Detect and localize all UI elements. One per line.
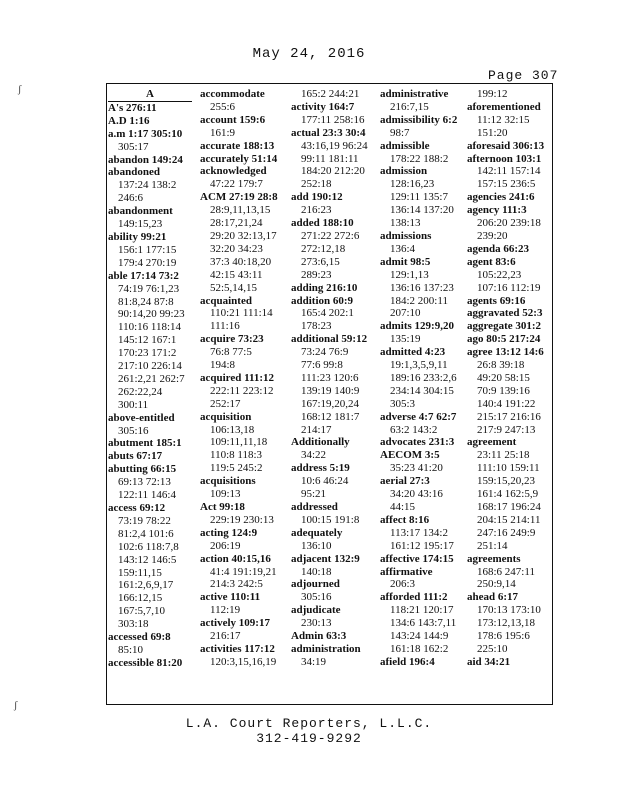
index-page-refs: 113:17 134:2	[390, 526, 448, 539]
index-page-refs: 167:19,20,24	[301, 397, 360, 410]
index-page-refs: 246:6	[118, 192, 144, 205]
index-page-refs: 111:10 159:11	[477, 462, 540, 475]
index-page-refs: 178:23	[301, 320, 332, 333]
index-page-refs: 161:2,6,9,17	[118, 579, 174, 592]
index-entry: admissibility 6:2	[380, 113, 458, 126]
index-entry: ahead 6:17	[467, 591, 519, 604]
index-entry: adjourned	[291, 578, 340, 591]
index-page-refs: 170:23 171:2	[118, 347, 177, 360]
index-page-refs: 251:14	[477, 539, 508, 552]
index-page-refs: 178:6 195:6	[477, 630, 530, 643]
index-entry: acquire 73:23	[200, 333, 264, 346]
index-page-refs: 32:20 34:23	[210, 242, 263, 255]
index-page-refs: 161:9	[210, 126, 236, 139]
index-page-refs: 177:11 258:16	[301, 113, 365, 126]
index-entry: active 110:11	[200, 591, 261, 604]
index-page-refs: 107:16 112:19	[477, 281, 541, 294]
index-entry: ability 99:21	[108, 230, 167, 243]
index-page-refs: 136:16 137:23	[390, 281, 454, 294]
index-entry: actual 23:3 30:4	[291, 126, 366, 139]
index-entry: admissions	[380, 229, 432, 242]
index-page-refs: 140:4 191:22	[477, 397, 536, 410]
index-page-refs: 305:3	[390, 397, 416, 410]
index-column-5	[467, 88, 555, 669]
index-entry: agency 111:3	[467, 204, 527, 217]
index-entry: additional 59:12	[291, 333, 368, 346]
index-entry: acquainted	[200, 294, 252, 307]
index-entry: afield 196:4	[380, 655, 435, 668]
index-page-refs: 168:12 181:7	[301, 410, 360, 423]
index-entry: ago 80:5 217:24	[467, 333, 541, 346]
index-entry: acquisition	[200, 410, 252, 423]
index-page-refs: 194:8	[210, 359, 236, 372]
index-page-refs: 217:9 247:13	[477, 423, 536, 436]
index-page-refs: 98:7	[390, 126, 410, 139]
index-entry: accurately 51:14	[200, 152, 278, 165]
index-entry: agencies 241:6	[467, 191, 535, 204]
index-page-refs: 149:15,23	[118, 218, 163, 231]
index-page-refs: 239:20	[477, 229, 508, 242]
index-page-refs: 100:15 191:8	[301, 513, 360, 526]
index-page-refs: 145:12 167:1	[118, 334, 177, 347]
court-reporter-phone: 312-419-9292	[256, 731, 362, 746]
index-page-refs: 135:19	[390, 333, 421, 346]
index-page-refs: 262:22,24	[118, 385, 163, 398]
index-page-refs: 139:19 140:9	[301, 384, 360, 397]
index-column-2	[200, 88, 288, 669]
index-page-refs: 261:2,21 262:7	[118, 372, 185, 385]
index-page-refs: 111:16	[210, 320, 240, 333]
index-entry: admission	[380, 165, 428, 178]
index-entry: Act 99:18	[200, 501, 245, 513]
index-page-refs: 216:17	[210, 630, 241, 643]
index-page-refs: 99:11 181:11	[301, 152, 359, 165]
index-page-refs: 166:12,15	[118, 592, 163, 605]
index-entry: adjudicate	[291, 604, 341, 617]
index-page-refs: 85:10	[118, 643, 144, 656]
index-entry: Admin 63:3	[291, 630, 347, 643]
index-entry: activity 164:7	[291, 100, 355, 113]
index-page-refs: 143:24 144:9	[390, 630, 449, 643]
index-entry: abandon 149:24	[108, 153, 183, 166]
index-page-refs: 49:20 58:15	[477, 371, 530, 384]
index-entry: admitted 4:23	[380, 346, 446, 359]
index-page-refs: 189:16 233:2,6	[390, 371, 457, 384]
index-page-refs: 136:14 137:20	[390, 204, 454, 217]
index-entry: acting 124:9	[200, 526, 258, 539]
index-entry: activities 117:12	[200, 642, 275, 655]
index-page-refs: 112:19	[210, 604, 241, 617]
index-page-refs: 300:11	[118, 398, 149, 411]
index-page-refs: 215:17 216:16	[477, 410, 541, 423]
index-page-refs: 34:22	[301, 449, 327, 462]
index-entry: above-entitled	[108, 411, 175, 424]
index-page-refs: 179:4 270:19	[118, 256, 177, 269]
index-page-refs: 206:3	[390, 578, 416, 591]
index-letter-heading: A	[146, 88, 154, 100]
index-entry: acquired 111:12	[200, 371, 275, 384]
index-entry: abuts 67:17	[108, 450, 163, 463]
index-entry: aforesaid 306:13	[467, 139, 545, 152]
index-page-refs: 111:23 120:6	[301, 371, 359, 384]
index-entry: admit 98:5	[380, 255, 431, 268]
index-page-refs: 110:16 118:14	[118, 321, 182, 334]
index-entry: agent 83:6	[467, 255, 516, 268]
index-entry: accessible 81:20	[108, 656, 183, 669]
index-entry: admissible	[380, 139, 430, 152]
index-entry: afternoon 103:1	[467, 152, 542, 165]
index-page-refs: 69:13 72:13	[118, 476, 171, 489]
index-page-refs: 173:12,13,18	[477, 617, 536, 630]
index-entry: a.m 1:17 305:10	[108, 127, 183, 140]
index-entry: abandoned	[108, 166, 160, 179]
index-page-refs: 250:9,14	[477, 578, 516, 591]
index-entry: agreements	[467, 552, 521, 565]
index-entry: addition 60:9	[291, 294, 354, 307]
index-page-refs: 136:4	[390, 242, 416, 255]
index-page-refs: 120:3,15,16,19	[210, 655, 277, 668]
index-page-refs: 90:14,20 99:23	[118, 308, 185, 321]
court-reporter-name: L.A. Court Reporters, L.L.C.	[185, 716, 433, 731]
index-page-refs: 109:11,11,18	[210, 436, 268, 449]
transcript-date: May 24, 2016	[252, 46, 366, 62]
index-page-refs: 129:1,13	[390, 268, 429, 281]
index-column-3	[291, 88, 379, 669]
index-entry: action 40:15,16	[200, 552, 271, 565]
index-page-refs: 19:1,3,5,9,11	[390, 359, 448, 372]
index-entry: affect 8:16	[380, 513, 430, 526]
index-page-refs: 73:24 76:9	[301, 346, 349, 359]
index-page-refs: 10:6 46:24	[301, 475, 349, 488]
index-page-refs: 47:22 179:7	[210, 178, 263, 191]
index-page-refs: 216:7,15	[390, 100, 429, 113]
index-page-refs: 70:9 139:16	[477, 384, 530, 397]
index-page-refs: 165:2 244:21	[301, 88, 360, 100]
index-entry: aerial 27:3	[380, 475, 430, 488]
index-page-refs: 142:11 157:14	[477, 165, 541, 178]
index-page-refs: 305:17	[118, 140, 149, 153]
index-page-refs: 216:23	[301, 204, 332, 217]
index-page-refs: 207:10	[390, 307, 421, 320]
index-page-refs: 35:23 41:20	[390, 462, 443, 475]
index-page-refs: 106:13,18	[210, 423, 255, 436]
index-entry: abutment 185:1	[108, 437, 182, 450]
index-page-refs: 206:20 239:18	[477, 217, 541, 230]
index-page-refs: 23:11 25:18	[477, 449, 530, 462]
index-page-refs: 42:15 43:11	[210, 268, 263, 281]
index-page-refs: 165:4 202:1	[301, 307, 354, 320]
index-page-refs: 161:4 162:5,9	[477, 488, 539, 501]
index-page-refs: 34:20 43:16	[390, 488, 443, 501]
index-entry: access 69:12	[108, 502, 166, 514]
index-page-refs: 167:5,7,10	[118, 605, 166, 618]
index-entry: affective 174:15	[380, 552, 454, 565]
index-entry: administration	[291, 642, 361, 655]
index-heading-rule	[108, 88, 192, 102]
page-number: Page 307	[488, 68, 559, 83]
index-page-refs: 168:6 247:11	[477, 565, 535, 578]
index-page-refs: 184:2 200:11	[390, 294, 448, 307]
index-page-refs: 43:16,19 96:24	[301, 139, 368, 152]
index-page-refs: 156:1 177:15	[118, 243, 177, 256]
index-page-refs: 128:16,23	[390, 178, 435, 191]
index-page-refs: 229:19 230:13	[210, 513, 274, 526]
index-page-refs: 11:12 32:15	[477, 113, 530, 126]
index-page-refs: 272:12,18	[301, 242, 346, 255]
index-entry: accurate 188:13	[200, 139, 275, 152]
index-page-refs: 214:3 242:5	[210, 578, 263, 591]
index-page-refs: 222:11 223:12	[210, 384, 274, 397]
index-entry: adequately	[291, 526, 343, 539]
index-page-refs: 119:5 245:2	[210, 462, 263, 475]
index-page-refs: 110:8 118:3	[210, 449, 263, 462]
index-entry: actively 109:17	[200, 617, 270, 630]
index-entry: A's 276:11	[108, 101, 157, 114]
index-page-refs: 118:21 120:17	[390, 604, 454, 617]
index-page-refs: 161:12 195:17	[390, 539, 454, 552]
index-page-refs: 26:8 39:18	[477, 359, 525, 372]
index-entry: acknowledged	[200, 165, 267, 178]
index-page-refs: 204:15 214:11	[477, 513, 541, 526]
index-page-refs: 41:4 191:19,21	[210, 565, 277, 578]
index-page-refs: 95:21	[301, 488, 327, 501]
index-page-refs: 29:20 32:13,17	[210, 229, 277, 242]
index-page-refs: 52:5,14,15	[210, 281, 258, 294]
index-entry: add 190:12	[291, 191, 343, 204]
index-entry: agenda 66:23	[467, 242, 530, 255]
scan-mark: ʃ	[14, 700, 18, 711]
index-page-refs: 138:13	[390, 217, 421, 230]
index-page-refs: 81:2,4 101:6	[118, 527, 174, 540]
index-page-refs: 170:13 173:10	[477, 604, 541, 617]
index-entry: aid 34:21	[467, 655, 511, 668]
index-entry: abutting 66:15	[108, 463, 177, 476]
index-page-refs: 136:10	[301, 539, 332, 552]
index-entry: advocates 231:3	[380, 436, 455, 449]
index-page-refs: 273:6,15	[301, 255, 340, 268]
index-entry: Additionally	[291, 436, 350, 449]
index-page-refs: 37:3 40:18,20	[210, 255, 272, 268]
index-page-refs: 81:8,24 87:8	[118, 295, 174, 308]
index-page-refs: 199:12	[477, 88, 508, 100]
index-page-refs: 230:13	[301, 617, 332, 630]
index-page-refs: 122:11 146:4	[118, 489, 176, 502]
index-entry: admits 129:9,20	[380, 320, 454, 333]
index-entry: agents 69:16	[467, 294, 526, 307]
index-page-refs: 178:22 188:2	[390, 152, 449, 165]
index-entry: agree 13:12 14:6	[467, 346, 544, 359]
index-entry: adjacent 132:9	[291, 552, 360, 565]
index-page-refs: 74:19 76:1,23	[118, 282, 180, 295]
index-column-1	[108, 88, 196, 670]
index-page-refs: 271:22 272:6	[301, 229, 360, 242]
index-page-refs: 184:20 212:20	[301, 165, 365, 178]
index-page-refs: 234:14 304:15	[390, 384, 454, 397]
index-page-refs: 44:15	[390, 501, 416, 513]
index-page-refs: 129:11 135:7	[390, 191, 448, 204]
index-entry: account 159:6	[200, 113, 266, 126]
index-page-refs: 157:15 236:5	[477, 178, 536, 191]
index-entry: addressed	[291, 501, 338, 513]
index-column-4	[380, 88, 468, 669]
index-page-refs: 137:24 138:2	[118, 179, 177, 192]
index-page-refs: 73:19 78:22	[118, 514, 171, 527]
index-page-refs: 76:8 77:5	[210, 346, 252, 359]
index-page-refs: 225:10	[477, 642, 508, 655]
index-entry: added 188:10	[291, 217, 354, 230]
index-entry: aggravated 52:3	[467, 307, 543, 320]
index-entry: aforementioned	[467, 100, 541, 113]
index-entry: administrative	[380, 88, 449, 100]
index-page-refs: 77:6 99:8	[301, 359, 343, 372]
index-entry: AECOM 3:5	[380, 449, 440, 462]
index-page-refs: 151:20	[477, 126, 508, 139]
index-page-refs: 217:10 226:14	[118, 360, 182, 373]
index-page-refs: 63:2 143:2	[390, 423, 438, 436]
index-entry: able 17:14 73:2	[108, 269, 179, 282]
index-page-refs: 102:6 118:7,8	[118, 540, 179, 553]
index-page-refs: 143:12 146:5	[118, 553, 177, 566]
index-page-refs: 28:17,21,24	[210, 217, 263, 230]
index-page-refs: 206:19	[210, 539, 241, 552]
index-entry: accessed 69:8	[108, 631, 171, 644]
index-page-refs: 109:13	[210, 488, 241, 501]
index-entry: accommodate	[200, 88, 265, 100]
index-entry: aggregate 301:2	[467, 320, 542, 333]
index-page-refs: 110:21 111:14	[210, 307, 273, 320]
index-page-refs: 305:16	[118, 424, 149, 437]
index-entry: agreement	[467, 436, 517, 449]
index-page-refs: 247:16 249:9	[477, 526, 536, 539]
index-entry: ACM 27:19 28:8	[200, 191, 278, 204]
index-page-refs: 140:18	[301, 565, 332, 578]
index-page-refs: 159:11,15	[118, 566, 162, 579]
index-page-refs: 134:6 143:7,11	[390, 617, 457, 630]
index-entry: abandonment	[108, 205, 173, 218]
index-entry: affirmative	[380, 565, 433, 578]
index-entry: adding 216:10	[291, 281, 358, 294]
index-entry: acquisitions	[200, 475, 256, 488]
index-page-refs: 34:19	[301, 655, 327, 668]
index-page-refs: 303:18	[118, 618, 149, 631]
index-page-refs: 161:18 162:2	[390, 642, 449, 655]
index-page-refs: 305:16	[301, 591, 332, 604]
index-page-refs: 28:9,11,13,15	[210, 204, 271, 217]
index-page-refs: 214:17	[301, 423, 332, 436]
index-entry: afforded 111:2	[380, 591, 448, 604]
index-page-refs: 252:17	[210, 397, 241, 410]
index-page-refs: 159:15,20,23	[477, 475, 536, 488]
index-entry: A.D 1:16	[108, 114, 150, 127]
index-page-refs: 105:22,23	[477, 268, 522, 281]
index-page-refs: 255:6	[210, 100, 236, 113]
index-entry: address 5:19	[291, 462, 350, 475]
index-page-refs: 168:17 196:24	[477, 501, 541, 513]
word-index	[108, 88, 553, 703]
scan-mark: ʃ	[18, 84, 22, 95]
index-page-refs: 289:23	[301, 268, 332, 281]
index-entry: adverse 4:7 62:7	[380, 410, 457, 423]
index-page-refs: 252:18	[301, 178, 332, 191]
